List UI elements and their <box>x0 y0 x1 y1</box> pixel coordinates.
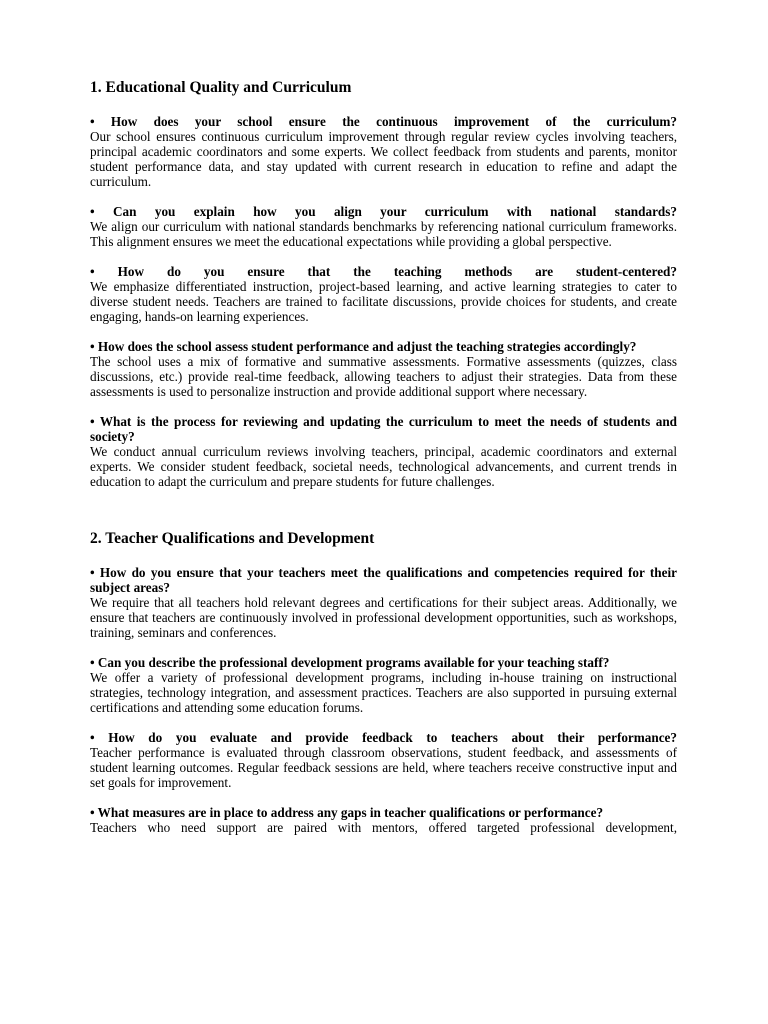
answer: Teacher performance is evaluated through classroom observations, student feedback, and assessments of student learning outcomes. Regular feedback sessions are held, where teachers receive constructive input and set goals for improvement. <box>90 745 677 790</box>
question: • How do you evaluate and provide feedback to teachers about their performance? <box>90 730 677 745</box>
qa-item <box>90 339 677 399</box>
answer: We conduct annual curriculum reviews involving teachers, principal, academic coordinators and external experts. We consider student feedback, societal needs, technological advancements, and current trends in education to adapt the curriculum and prepare students for future challenges. <box>90 444 677 489</box>
qa-item <box>90 655 677 715</box>
question: • Can you explain how you align your curriculum with national standards? <box>90 204 677 219</box>
question: • What is the process for reviewing and updating the curriculum to meet the needs of students and society? <box>90 414 677 444</box>
qa-item <box>90 730 677 790</box>
question: • Can you describe the professional development programs available for your teaching staff? <box>90 655 610 670</box>
qa-item <box>90 805 677 835</box>
answer: The school uses a mix of formative and summative assessments. Formative assessments (quizzes, class discussions, etc.) provide real-time feedback, allowing teachers to adjust their strategies. Data from these assessments is used to personalize instruction and provide additional support where necessary. <box>90 354 677 399</box>
qa-item <box>90 264 677 324</box>
question: • What measures are in place to address any gaps in teacher qualifications or performance? <box>90 805 604 820</box>
answer: Our school ensures continuous curriculum improvement through regular review cycles involving teachers, principal academic coordinators and some experts. We collect feedback from students and parents, monitor student performance data, and stay updated with current research in education to refine and adapt the curriculum. <box>90 129 677 189</box>
question: • How does the school assess student performance and adjust the teaching strategies accordingly? <box>90 339 637 354</box>
qa-item <box>90 565 677 640</box>
question: • How do you ensure that your teachers meet the qualifications and competencies required for their subject areas? <box>90 565 677 595</box>
answer: We emphasize differentiated instruction, project-based learning, and active learning strategies to cater to diverse student needs. Teachers are trained to facilitate discussions, provide choices for students, and create engaging, hands-on learning experiences. <box>90 279 677 324</box>
qa-item <box>90 414 677 489</box>
section-1-title: 1. Educational Quality and Curriculum <box>90 79 352 96</box>
qa-item <box>90 114 677 189</box>
answer: Teachers who need support are paired with mentors, offered targeted professional development, <box>90 820 677 835</box>
answer: We require that all teachers hold relevant degrees and certifications for their subject areas. Additionally, we ensure that teachers are continuously involved in professional development opportunities, such as workshops, training, seminars and conferences. <box>90 595 677 640</box>
section-2-title: 2. Teacher Qualifications and Development <box>90 530 375 547</box>
answer: We align our curriculum with national standards benchmarks by referencing national curriculum frameworks. This alignment ensures we meet the educational expectations while providing a global perspective. <box>90 219 677 249</box>
qa-item <box>90 204 677 249</box>
answer: We offer a variety of professional development programs, including in-house training on instructional strategies, technology integration, and assessment practices. Teachers are also supported in pursuing external certifications and attending some education forums. <box>90 670 677 715</box>
question: • How do you ensure that the teaching methods are student-centered? <box>90 264 677 279</box>
question: • How does your school ensure the continuous improvement of the curriculum? <box>90 114 677 129</box>
